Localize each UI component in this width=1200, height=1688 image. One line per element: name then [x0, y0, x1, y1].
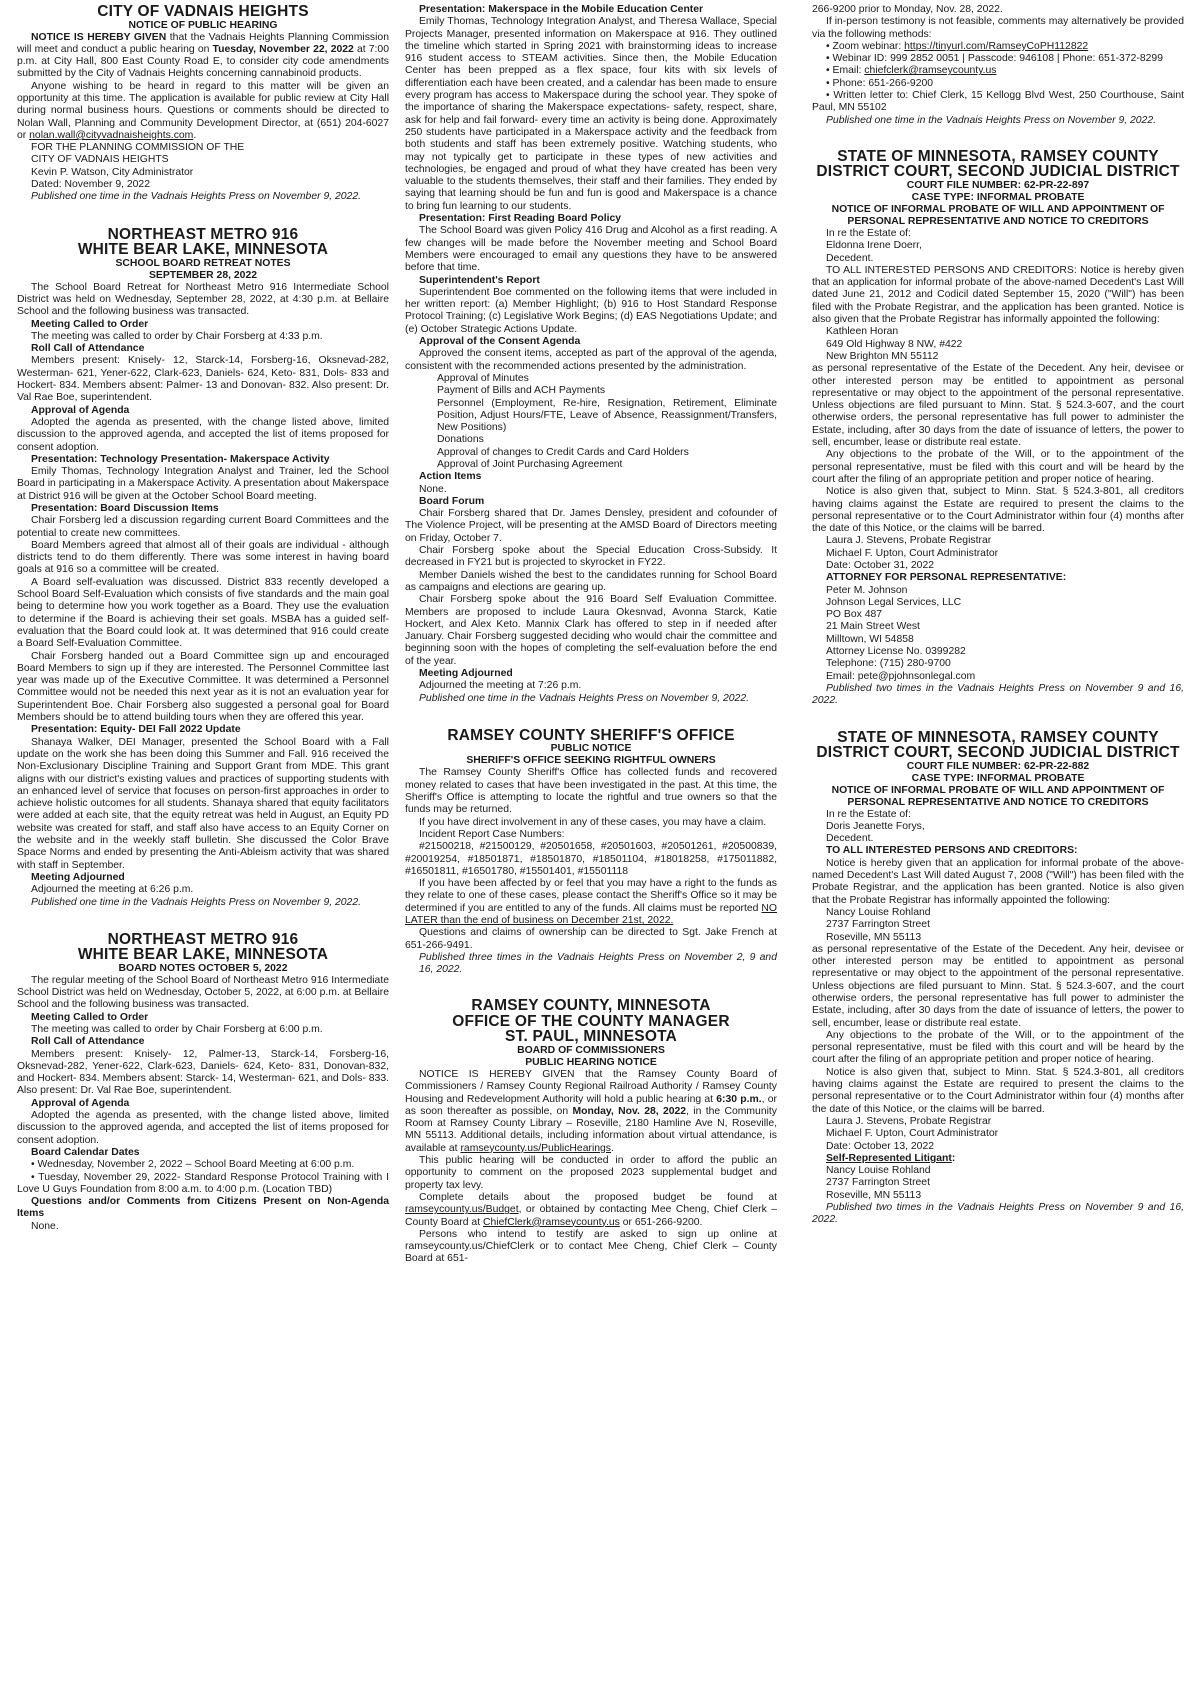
paragraph: Incident Report Case Numbers: — [419, 828, 565, 840]
paragraph: If you have direct involvement in any of these cases, you may have a claim. — [419, 816, 767, 828]
notice-subtitle: BOARD OF COMMISSIONERS — [517, 1044, 665, 1056]
notice-probate-forys — [812, 730, 1184, 1227]
notice-title: RAMSEY COUNTY, MINNESOTA — [471, 997, 711, 1015]
section-heading: Superintendent's Report — [419, 274, 540, 286]
section-heading: Approval of the Consent Agenda — [419, 336, 581, 348]
notice-title: NORTHEAST METRO 916 — [107, 225, 299, 243]
section-heading: Presentation: First Reading Board Policy — [419, 213, 622, 225]
email-link[interactable]: ChiefClerk@ramseycounty.us — [482, 1216, 620, 1228]
paragraph: TO ALL INTERESTED PERSONS AND CREDITORS: Notice is hereby given that an application for informal probate of the above-named Decedent's Last Will dated June 21, 2012 and Codicil dated September 15, 2020 ("Will") has been filed with the Probate Registrar, and the application has been granted. Notice is also given that the Probate Registrar has informally appointed the following: — [812, 264, 1184, 326]
list-item: Approval of Minutes — [437, 372, 529, 384]
publication-note: Published one time in the Vadnais Heights Press on November 9, 2022. — [31, 896, 361, 908]
signature-line: Michael F. Upton, Court Administrator — [826, 547, 999, 559]
address-line: Telephone: (715) 280-9700 — [826, 658, 951, 670]
notice-subtitle: COURT FILE NUMBER: 62-PR-22-897 — [906, 179, 1090, 191]
case-numbers: #21500218, #21500129, #20501658, #20501603, #20501261, #20500839, #20019254, #18501871, #18501870, #18501104, #18018258, #175011882, #16501811, #16501780, #15501401, #15501118 — [405, 841, 777, 877]
paragraph: The School Board Retreat for Northeast Metro 916 Intermediate School District was held on Wednesday, September 28, 2022, at 4:30 p.m. at Bellaire School and the following business was transacted. — [17, 281, 389, 318]
notice-subtitle: PUBLIC HEARING NOTICE — [525, 1056, 657, 1068]
notice-title: CITY OF VADNAIS HEIGHTS — [97, 3, 309, 20]
address-line: Nancy Louise Rohland — [826, 906, 931, 918]
paragraph: Member Daniels wished the best to the candidates running for School Board as campaigns and elections are gearing up. — [405, 569, 777, 593]
notice-retreat-notes — [17, 227, 389, 909]
paragraph: Adopted the agenda as presented, with the change listed above, limited discussion to the approved agenda, and accepted the list of items proposed for consent adoption. — [17, 1110, 389, 1146]
paragraph: None. — [419, 483, 447, 495]
section-heading: Meeting Adjourned — [419, 668, 513, 680]
address-line: Milltown, WI 54858 — [826, 633, 914, 645]
paragraph: Chair Forsberg spoke about the 916 Board Self Evaluation Committee. Members are proposed to include Laura Okesnvad, Avonna Starck, Katie Hockert, and Alex Keto. Mannix Clark has offered to step in if needed after January. Chair Forsberg suggested deciding who would chair the committee and beginning soon with the hopes of completing the self-evaluation before the end of the year. — [405, 594, 777, 667]
notice-title: WHITE BEAR LAKE, MINNESOTA — [77, 241, 329, 259]
paragraph: Chair Forsberg shared that Dr. James Densley, president and cofounder of The Violence Project, will be presenting at the AMSD Board of Directors meeting on Friday, October 7. — [405, 508, 777, 544]
paragraph: Any objections to the probate of the Will, or to the appointment of the personal representative, must be filed with this court and will be heard by the court after the filing of an appropriate petition and proper notice of hearing. — [812, 1029, 1184, 1066]
paragraph: This public hearing will be conducted in order to afford the public an opportunity to comment on the proposed 2023 supplemental budget and property tax levy. — [405, 1155, 777, 1191]
address-line: Kathleen Horan — [826, 326, 899, 338]
section-heading: Meeting Adjourned — [31, 871, 125, 883]
paragraph: The meeting was called to order by Chair Forsberg at 6:00 p.m. — [31, 1023, 323, 1035]
section-heading: Questions and/or Comments from Citizens Present on Non-Agenda Items — [17, 1196, 389, 1220]
notice-title: WHITE BEAR LAKE, MINNESOTA — [77, 946, 329, 964]
notice-subtitle: SHERIFF'S OFFICE SEEKING RIGHTFUL OWNERS — [466, 755, 716, 767]
section-heading: Self-Represented Litigant: — [826, 1152, 956, 1164]
signature-line: CITY OF VADNAIS HEIGHTS — [31, 154, 169, 166]
estate-line: Doris Jeanette Forys, — [826, 820, 925, 832]
paragraph: The School Board was given Policy 416 Drug and Alcohol as a first reading. A few changes will be made before the November meeting and School Board Members were encouraged to email any questions they have to be answered before that time. — [405, 225, 777, 274]
address-line: Email: pete@pjohnsonlegal.com — [826, 670, 976, 682]
list-item: • Zoom webinar: https://tinyurl.com/RamseyCoPH112822 — [826, 40, 1089, 52]
paragraph: Chair Forsberg led a discussion regarding current Board Committees and the potential to create new committees. — [17, 515, 389, 539]
paragraph: as personal representative of the Estate of the Decedent. Any heir, devisee or other interested person may be entitled to appointment as personal representative or may object to the appointment of the personal representative. Unless objections are filed pursuant to Minn. Stat. § 524.3-607, and the court otherwise orders, the personal representative has full power to administer the Estate, including, after 30 days from the date of issuance of letters, the power to sell, encumber, lease or distribute real estate. — [812, 943, 1184, 1029]
paragraph: as personal representative of the Estate of the Decedent. Any heir, devisee or other interested person may be entitled to appointment as personal representative or may object to the appointment of the personal representative. Unless objections are filed pursuant to Minn. Stat. § 524.3-607, and the court otherwise orders, the personal representative has full power to administer the Estate, including, after 30 days from the date of issuance of letters, the power to sell, encumber, lease or distribute real estate. — [812, 363, 1184, 449]
signature-line: Kevin P. Watson, City Administrator — [31, 166, 194, 178]
address-line: Roseville, MN 55113 — [826, 931, 922, 943]
paragraph: NOTICE IS HEREBY GIVEN that the Vadnais Heights Planning Commission will meet and conduct a public hearing on Tuesday, November 22, 2022 at 7:00 p.m. at City Hall, 800 East County Road E, to consider city code amendments submitted by the City of Vadnais Heights concerning cannabinoid products. — [17, 31, 389, 80]
notice-subtitle: NOTICE OF INFORMAL PROBATE OF WILL AND APPOINTMENT OF PERSONAL REPRESENTATIVE AND NOTICE TO CREDITORS — [831, 784, 1165, 808]
section-heading: ATTORNEY FOR PERSONAL REPRESENTATIVE: — [826, 572, 1067, 584]
notice-title: NORTHEAST METRO 916 — [107, 930, 299, 948]
notice-vadnais-heights — [17, 4, 389, 204]
paragraph: Notice is hereby given that an application for informal probate of the above-named Decedent's Last Will dated August 7, 2008 ("Will") has been filed with the Probate Registrar, and the application has been granted. Notice is also given that the Probate Registrar has informally appointed the following: — [812, 857, 1184, 906]
paragraph: Anyone wishing to be heard in regard to this matter will be given an opportunity at this time. The application is available for public review at City Hall during normal business hours. Questions or comments should be directed to Nolan Wall, Planning and Community Development Director, at (651) 204-6027 or nolan.wall@cityvadnaisheights.com. — [17, 80, 389, 141]
section-heading: Roll Call of Attendance — [31, 1036, 145, 1048]
publication-note: Published one time in the Vadnais Heights Press on November 9, 2022. — [31, 191, 361, 203]
notice-subtitle: CASE TYPE: INFORMAL PROBATE — [911, 191, 1085, 203]
notice-title: STATE OF MINNESOTA, RAMSEY COUNTY — [837, 728, 1159, 746]
paragraph: Adjourned the meeting at 6:26 p.m. — [31, 884, 194, 896]
notice-title: ST. PAUL, MINNESOTA — [504, 1028, 677, 1046]
notice-title: OFFICE OF THE COUNTY MANAGER — [452, 1012, 730, 1030]
paragraph: The meeting was called to order by Chair Forsberg at 4:33 p.m. — [31, 330, 323, 342]
estate-line: Decedent. — [826, 252, 874, 264]
paragraph: A Board self-evaluation was discussed. District 833 recently developed a School Board Self-Evaluation which consists of five standards and the main goal being to determine how you work together as a Board. They use the evaluation to determine if the Board is achieving their set goals. MSBA has a guided self-evaluation that the Board could look at. It was determined that 916 could create a Board Self-Evaluation Committee. — [17, 576, 389, 650]
notice-title: RAMSEY COUNTY SHERIFF'S OFFICE — [447, 726, 735, 744]
address-line: 21 Main Street West — [826, 621, 920, 633]
paragraph: Chair Forsberg handed out a Board Committee sign up and encouraged Board Members to sign up if they are interested. The Personnel Committee last year was made up of the Executive Committee. It was determined a Personnel Committee would not be needed this next year as it is not an evaluation year for Superintendent Boe. Chair Forsberg also suggested a personal goal for Board Members should be to attend building tours when they are offered this year. — [17, 650, 389, 724]
paragraph: NOTICE IS HEREBY GIVEN that the Ramsey County Board of Commissioners / Ramsey County Regional Railroad Authority / Ramsey County Housing and Redevelopment Authority will hold a public hearing at 6:30 p.m., or as soon thereafter as possible, on Monday, Nov. 28, 2022, in the Community Room at Ramsey County Library – Roseville, 2180 Hamline Ave N, Roseville, MN 55113. Additional details, including information about virtual attendance, is available at ramseycounty.us/PublicHearings. — [405, 1068, 778, 1154]
address-line: New Brighton MN 55112 — [826, 350, 939, 362]
paragraph: Adopted the agenda as presented, with the change listed above, limited discussion to the approved agenda, and accepted the list of items proposed for consent adoption. — [17, 416, 389, 453]
publication-note: Published two times in the Vadnais Heights Press on November 9 and 16, 2022. — [812, 1202, 1184, 1226]
column-2 — [405, 4, 777, 1266]
notice-subtitle: CASE TYPE: INFORMAL PROBATE — [911, 772, 1085, 784]
signature-line: Laura J. Stevens, Probate Registrar — [826, 535, 992, 547]
publication-note: Published three times in the Vadnais Heights Press on November 2, 9 and 16, 2022. — [419, 951, 777, 976]
paragraph: Superintendent Boe commented on the following items that were included in her written report: (a) Member Highlight; (b) 916 to Host Standard Response Protocol Training; (c) Legislative Work Begins; (d) EAS Negotiations Update; and (e) October Strategic Actions Update. — [405, 286, 777, 335]
notice-subtitle: NOTICE OF INFORMAL PROBATE OF WILL AND APPOINTMENT OF PERSONAL REPRESENTATIVE AND NOTICE TO CREDITORS — [831, 203, 1165, 227]
signature-line: Laura J. Stevens, Probate Registrar — [826, 1115, 992, 1127]
section-heading: Roll Call of Attendance — [31, 343, 145, 355]
notice-title: STATE OF MINNESOTA, RAMSEY COUNTY — [837, 147, 1159, 165]
section-heading: Presentation: Equity- DEI Fall 2022 Update — [31, 724, 241, 736]
list-item: • Tuesday, November 29, 2022- Standard Response Protocol Training with I Love U Guys Foundation from 8:00 a.m. to 4:00 p.m. (Location TBD) — [17, 1171, 389, 1195]
section-heading: Presentation: Technology Presentation- Makerspace Activity — [31, 453, 330, 465]
list-item: Approval of changes to Credit Cards and Card Holders — [437, 446, 689, 458]
paragraph: Emily Thomas, Technology Integration Analyst and Trainer, led the School Board in participating in a Makerspace Activity. A presentation about Makerspace at District 916 will be given at the October School Board meeting. — [17, 466, 389, 502]
email-link[interactable]: chiefclerk@ramseycounty.us — [864, 65, 997, 77]
notice-subtitle: COURT FILE NUMBER: 62-PR-22-882 — [906, 760, 1090, 772]
list-item: • Written letter to: Chief Clerk, 15 Kellogg Blvd West, 250 Courthouse, Saint Paul, MN 55102 — [812, 90, 1184, 114]
signature-line: Date: October 31, 2022 — [826, 559, 935, 571]
paragraph: Members present: Knisely- 12, Starck-14, Forsberg-16, Oksnevad-282, Westerman- 621, Yener-622, Clark-623, Daniels- 624, Keto- 831, Dols- 833 and Hockert- 834. Members absent: Palmer- 13 and Donovan- 832. Also present: Dr. Val Rae Boe, superintendent. — [17, 355, 389, 404]
paragraph: Chair Forsberg spoke about the Special Education Cross-Subsidy. It decreased in FY21 but is projected to skyrocket in FY22. — [405, 545, 777, 569]
signature-line: Dated: November 9, 2022 — [31, 179, 150, 191]
estate-line: Decedent. — [826, 833, 874, 845]
zoom-link[interactable]: https://tinyurl.com/RamseyCoPH112822 — [904, 40, 1089, 52]
signature-line: FOR THE PLANNING COMMISSION OF THE — [31, 142, 245, 154]
hearings-link[interactable]: ramseycounty.us/PublicHearings — [460, 1142, 612, 1154]
email-link[interactable]: nolan.wall@cityvadnaisheights.com — [29, 129, 194, 141]
section-heading: Meeting Called to Order — [31, 318, 149, 330]
address-line: Nancy Louise Rohland — [826, 1165, 931, 1177]
estate-line: In re the Estate of: — [826, 808, 911, 820]
address-line: Attorney License No. 0399282 — [826, 646, 966, 658]
list-item: • Phone: 651-266-9200 — [826, 77, 934, 89]
notice-sheriff — [405, 728, 777, 977]
address-line: 2737 Farrington Street — [826, 919, 930, 931]
notice-probate-doerr — [812, 149, 1184, 708]
list-item: • Wednesday, November 2, 2022 – School Board Meeting at 6:00 p.m. — [31, 1159, 355, 1171]
section-heading: Board Calendar Dates — [31, 1146, 140, 1158]
paragraph: 266-9200 prior to Monday, Nov. 28, 2022. — [812, 4, 1003, 15]
address-line: Johnson Legal Services, LLC — [826, 596, 962, 608]
paragraph: The Ramsey County Sheriff's Office has collected funds and recovered money related to cases that have been investigated in the past. At this time, the Sheriff's Office is attempting to locate the rightful and true owners so that the funds may be returned. — [405, 767, 777, 816]
paragraph: Notice is also given that, subject to Minn. Stat. § 524.3-801, all creditors having claims against the Estate are required to present the claims to the personal representative or to the Court Administrator within four (4) months after the date of this Notice, or the claims will be barred. — [812, 486, 1184, 535]
list-item: Approval of Joint Purchasing Agreement — [437, 458, 623, 470]
section-heading: Meeting Called to Order — [31, 1011, 149, 1023]
paragraph: If in-person testimony is not feasible, comments may alternatively be provided via the following methods: — [812, 16, 1184, 40]
section-heading: Presentation: Board Discussion Items — [31, 503, 219, 514]
list-item: Payment of Bills and ACH Payments — [437, 385, 606, 397]
paragraph: Complete details about the proposed budget be found at ramseycounty.us/Budget, or obtained by contacting Mee Cheng, Chief Clerk – County Board at ChiefClerk@ramseycounty.us or 651-266-9200. — [405, 1191, 777, 1228]
notice-county-board — [405, 998, 777, 1265]
estate-line: Eldonna Irene Doerr, — [826, 240, 922, 252]
signature-line: Date: October 13, 2022 — [826, 1140, 935, 1152]
notice-subtitle: SEPTEMBER 28, 2022 — [149, 269, 257, 281]
address-line: Peter M. Johnson — [826, 584, 908, 596]
section-heading: Presentation: Makerspace in the Mobile Education Center — [419, 4, 704, 15]
section-heading: Approval of Agenda — [31, 1097, 130, 1109]
paragraph: Questions and claims of ownership can be directed to Sgt. Jake French at 651-266-9491. — [405, 927, 777, 951]
section-heading: Approval of Agenda — [31, 404, 130, 416]
signature-line: Michael F. Upton, Court Administrator — [826, 1128, 999, 1140]
address-line: 2737 Farrington Street — [826, 1177, 930, 1189]
notice-subtitle: BOARD NOTES OCTOBER 5, 2022 — [118, 962, 288, 974]
list-item: Personnel (Employment, Re-hire, Resignation, Retirement, Eliminate Position, Adjust Hours/FTE, Leave of Absence, Reassignment/Transfers, New Positions) — [437, 397, 777, 434]
notice-october-board-notes — [17, 932, 389, 1233]
notice-subtitle: SCHOOL BOARD RETREAT NOTES — [115, 257, 291, 269]
section-heading: Action Items — [419, 471, 482, 483]
paragraph: None. — [31, 1220, 59, 1232]
paragraph: Emily Thomas, Technology Integration Analyst, and Theresa Wallace, Special Projects Manager, presented information on Makerspace at 916. They outlined the timeline which started in Spring 2021 with brainstorming ideas to increase 916 student access to STEAM activities. Since then, the Mobile Education Center has been prepped as a flex space, four kits with six levels of differentiation each have been created, and a calendar has been made to ensure every program has access to Makerspace during the school year. They spoke of the importance of sharing the Makerspace expectations- safety, respect, share, ask for help and fail forward- every time an activity is being done. Approximately 250 students have participated in a Makerspace activity and the feedback from both students and staff has been extremely positive. Watching students, who may not typically get to participate in these types of new activities and technologies, be engaged and proud of what they have created has been very valuable to the students themselves, their staff and their families. They ended by saying that learning should be fun and fun is good and Makerspace is a chance to bring fun learning to our students. — [405, 16, 777, 212]
notice-title: DISTRICT COURT, SECOND JUDICIAL DISTRICT — [816, 744, 1180, 762]
estate-line: In re the Estate of: — [826, 227, 911, 239]
paragraph: Members present: Knisely- 12, Palmer-13, Starck-14, Forsberg-16, Oksnevad-282, Yener-622, Clark-623, Daniels- 624, Keto- 831, Donovan-832, and Hockert- 834. Members absent: Starck- 14, Westerman- 621, and Dols- 833. Also present: Dr. Val Rae Boe, superintendent. — [17, 1048, 389, 1097]
address-line: PO Box 487 — [826, 609, 883, 621]
paragraph: Approved the consent items, accepted as part of the approval of the agenda, consistent with the recommended actions presented by the administration. — [405, 348, 777, 372]
paragraph: Any objections to the probate of the Will, or to the appointment of the personal representative, must be filed with this court and will be heard by the court after the filing of an appropriate petition and proper notice of hearing. — [812, 449, 1184, 485]
paragraph: Notice is also given that, subject to Minn. Stat. § 524.3-801, all creditors having claims against the Estate are required to present the claims to the personal representative or to the Court Administrator within four (4) months after the date of this Notice, or the claims will be barred. — [812, 1066, 1184, 1115]
column-3 — [812, 4, 1184, 1227]
address-line: 649 Old Highway 8 NW, #422 — [826, 338, 963, 350]
list-item: • Webinar ID: 999 2852 0051 | Passcode: 946108 | Phone: 651-372-8299 — [826, 53, 1163, 65]
section-heading: TO ALL INTERESTED PERSONS AND CREDITORS: — [826, 845, 1078, 857]
list-item: Donations — [437, 434, 484, 446]
notice-title: DISTRICT COURT, SECOND JUDICIAL DISTRICT — [816, 163, 1180, 181]
notice-subtitle: PUBLIC NOTICE — [550, 743, 632, 755]
paragraph: If you have been affected by or feel that you may have a right to the funds as they relate to one of these cases, please contact the Sheriff's Office so it may be determined if you are entitled to any of the funds. All claims must be reported NO LATER than the end of business on December 21st, 2022. — [405, 878, 777, 926]
budget-link[interactable]: ramseycounty.us/Budget — [405, 1204, 519, 1216]
address-line: Roseville, MN 55113 — [826, 1189, 922, 1201]
publication-note: Published two times in the Vadnais Heights Press on November 9 and 16, 2022. — [812, 682, 1184, 707]
column-1 — [17, 4, 389, 1233]
paragraph: Persons who intend to testify are asked to sign up online at ramseycounty.us/ChiefClerk or to contact Mee Cheng, Chief Clerk – County Board at 651- — [405, 1228, 777, 1265]
section-heading: Board Forum — [419, 495, 485, 507]
list-item: • Email: chiefclerk@ramseycounty.us — [826, 65, 997, 77]
paragraph: Adjourned the meeting at 7:26 p.m. — [419, 680, 582, 692]
publication-note: Published one time in the Vadnais Heights Press on November 9, 2022. — [826, 114, 1156, 126]
publication-note: Published one time in the Vadnais Heights Press on November 9, 2022. — [419, 692, 749, 704]
paragraph: Shanaya Walker, DEI Manager, presented the School Board with a Fall update on the work she has been doing this Summer and Fall. 916 received the Non-Exclusionary Discipline Training and Support Grant from MDE. This grant aligns with our district's existing values and practices of supporting students with an enhanced level of service that focuses on person-first approaches in order to achieve holistic outcomes for all students. Shanaya shared that equity facilitators were added at each site, that the equity retreat was held in August, an Equity PD website was created for staff, and staff also have access to an Equity Corner on the website and in the weekly staff bulletin. She discussed the Color Brave Space Norms and ended by presenting the Anti-Ableism activity that was shared with staff in September. — [17, 736, 389, 871]
paragraph: Board Members agreed that almost all of their goals are individual - although districts tend to do them differently. There was some interest in having board goals at 916 so a committee will be created. — [17, 539, 389, 576]
notice-subtitle: NOTICE OF PUBLIC HEARING — [128, 19, 278, 31]
paragraph: The regular meeting of the School Board of Northeast Metro 916 Intermediate School District was held on Wednesday, October 5, 2022, at 6:00 p.m. at Bellaire School and the following business was transacted. — [17, 974, 389, 1011]
